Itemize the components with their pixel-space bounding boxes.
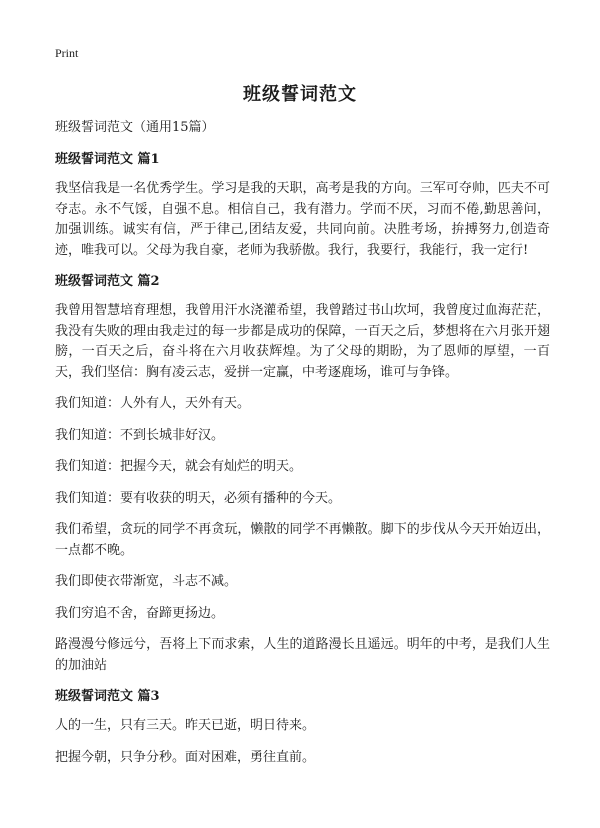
print-label: Print (55, 46, 79, 60)
paragraph: 路漫漫兮修远兮，吾将上下而求索，人生的道路漫长且遥远。明年的中考，是我们人生的加油站 (55, 637, 550, 673)
paragraph: 我们即使衣带渐宽，斗志不减。 (55, 574, 238, 589)
section-heading: 班级誓词范文 篇3 (55, 689, 160, 704)
paragraph: 我们知道：把握今天，就会有灿烂的明天。 (55, 459, 303, 474)
paragraph: 我坚信我是一名优秀学生。学习是我的天职，高考是我的方向。三军可夺帅，匹夫不可夺志。永不气馁，自强不息。相信自己，我有潜力。学而不厌，习而不倦,勤思善问，加强训练。诚实有信，严于律己,团结友爱，共同向前。决胜考场，拚搏努力,创造奇迹，唯我可以。父母为我自豪，老师为我骄傲。我行，我要行，我能行，我一定行! (55, 181, 550, 258)
section-heading: 班级誓词范文 篇2 (55, 274, 160, 289)
section-2 (55, 272, 550, 676)
document-title: 班级誓词范文 (243, 84, 357, 105)
paragraph: 我们穷追不舍，奋蹄更扬边。 (55, 605, 225, 621)
paragraph: 我们希望，贪玩的同学不再贪玩，懒散的同学不再懒散。脚下的步伐从今天开始迈出，一点都不晚。 (55, 522, 550, 558)
paragraph: 人的一生，只有三天。昨天已逝，明日待来。 (55, 718, 316, 733)
paragraph: 我们知道：人外有人，天外有天。 (55, 396, 251, 411)
section-3 (55, 687, 550, 768)
section-1 (55, 150, 550, 261)
section-heading: 班级誓词范文 篇1 (55, 152, 160, 167)
paragraph: 我曾用智慧培育理想，我曾用汗水浇灌希望，我曾踏过书山坎坷，我曾度过血海茫茫，我没有失败的理由我走过的每一步都是成功的保障，一百天之后，梦想将在六月张开翅膀，一百天之后，奋斗将在六月收获辉煌。为了父母的期盼，为了恩师的厚望，一百天，我们坚信：胸有凌云志，爱拼一定赢，中考逐鹿场，谁可与争锋。 (55, 303, 550, 380)
paragraph: 我们知道：不到长城非好汉。 (55, 427, 225, 443)
paragraph: 把握今朝，只争分秒。面对困难，勇往直前。 (55, 749, 316, 765)
paragraph: 我们知道：要有收获的明天，必须有播种的今天。 (55, 490, 342, 506)
document-content (55, 118, 550, 779)
document-subtitle: 班级誓词范文（通用15篇） (55, 120, 215, 135)
